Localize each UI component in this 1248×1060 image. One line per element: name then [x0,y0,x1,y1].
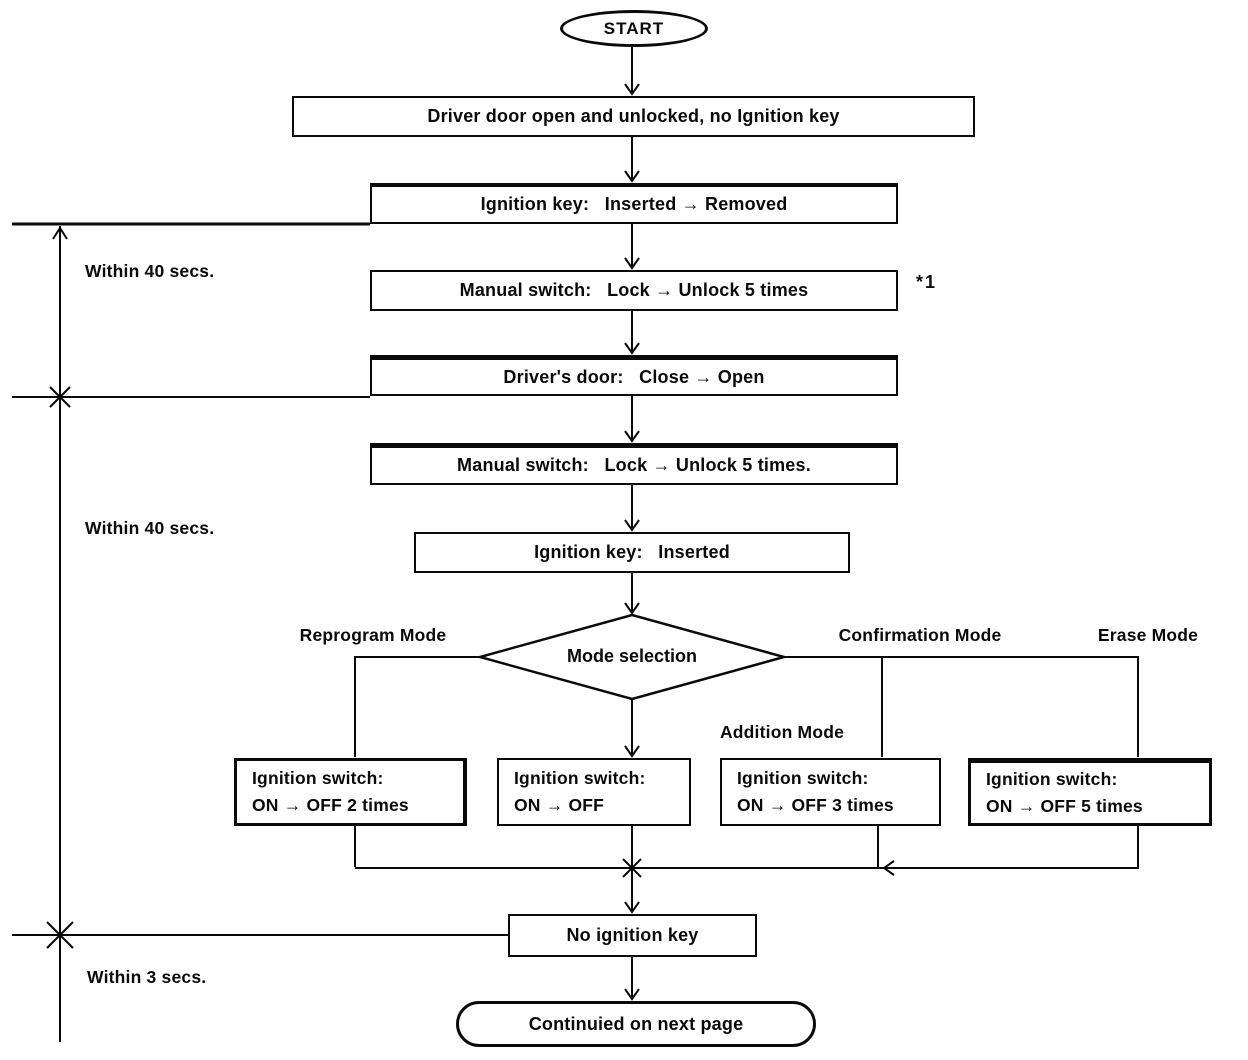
label-confirmation-mode: Confirmation Mode [838,625,1002,645]
step-no-ignition-key: No ignition key [508,914,757,957]
label-within-40-secs-1: Within 40 secs. [85,261,215,281]
step-drivers-door-close-open: Driver's door: Close → Open [370,355,898,396]
arrow-step6-to-decision [625,573,639,613]
branch-confirmation-line2: ON → OFF 3 times [737,795,894,815]
step-manual-switch-unlock: Manual switch: Lock → Unlock 5 times [370,270,898,311]
arrow-step4-to-step5 [625,396,639,441]
step-ignition-key-inserted: Ignition key: Inserted [414,532,850,573]
branch-erase-line1: Ignition switch: [986,769,1118,789]
label-within-3-secs: Within 3 secs. [87,967,207,987]
branch-confirmation-line1: Ignition switch: [737,768,869,788]
branch-erase-line2: ON → OFF 5 times [986,796,1143,816]
arrow-step3-to-step4 [625,311,639,353]
branch-reprogram-line2: ON → OFF 2 times [252,795,409,815]
arrow-start-to-step1 [625,46,639,94]
branch-addition-line1: Ignition switch: [514,768,646,788]
branch-addition-box [497,758,691,826]
branch-erase-box [968,758,1212,826]
step-driver-door-open: Driver door open and unlocked, no Ignition key [292,96,975,137]
branch-reprogram-line1: Ignition switch: [252,768,384,788]
arrow-no-key-to-terminal [625,957,639,999]
branch-reprogram-box [234,758,467,826]
step-manual-switch-unlock-2: Manual switch: Lock → Unlock 5 times. [370,443,898,485]
start-terminal: START [560,10,708,47]
terminal-continued-next-page: Continuied on next page [456,1001,816,1047]
label-within-40-secs-2: Within 40 secs. [85,518,215,538]
arrow-step1-to-step2 [625,137,639,181]
label-addition-mode: Addition Mode [719,722,845,742]
branch-addition-line2: ON → OFF [514,795,605,815]
step-ignition-key-removed: Ignition key: Inserted → Removed [370,183,898,224]
label-reprogram-mode: Reprogram Mode [299,625,447,645]
branch-confirmation-box [720,758,941,826]
arrow-step5-to-step6 [625,485,639,530]
label-erase-mode: Erase Mode [1097,625,1199,645]
arrow-decision-to-addition [625,699,639,756]
footnote-marker: *1 [916,272,938,292]
wire-reprogram-branch [355,657,480,757]
decision-mode-selection: Mode selection [566,646,698,666]
arrow-step2-to-step3 [625,224,639,268]
